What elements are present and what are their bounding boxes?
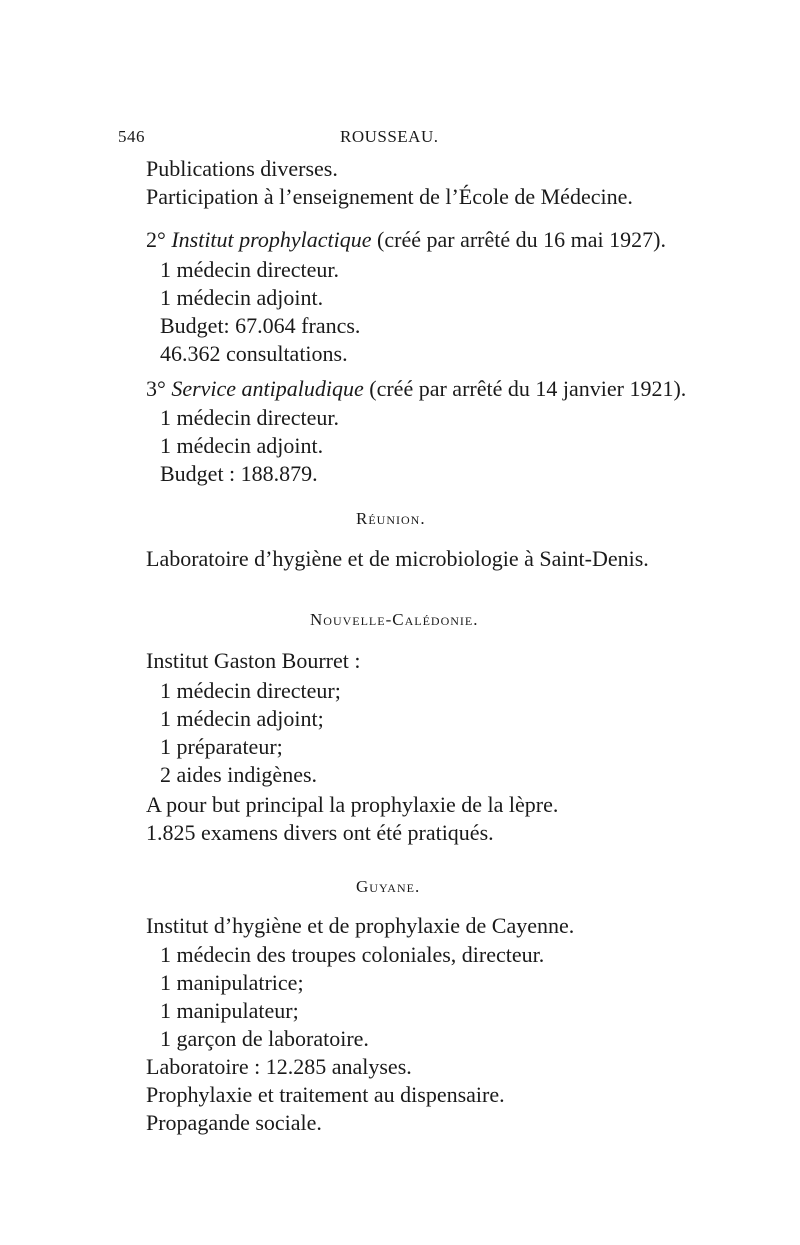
section-heading-guyane: Guyane. <box>356 877 421 896</box>
text-line: Publications diverses. <box>146 156 338 181</box>
running-title: ROUSSEAU. <box>340 127 439 146</box>
text-line: Laboratoire d’hygiène et de microbiologie à Saint-Denis. <box>146 546 649 571</box>
text-line: 1.825 examens divers ont été pratiqués. <box>146 820 494 845</box>
text-line: 1 garçon de laboratoire. <box>160 1026 369 1051</box>
text-line: A pour but principal la prophylaxie de la lèpre. <box>146 792 559 817</box>
line-suffix: (créé par arrêté du 14 janvier 1921). <box>363 376 687 401</box>
text-line: 1 médecin adjoint; <box>160 706 324 731</box>
text-line: Budget: 67.064 francs. <box>160 313 361 338</box>
text-line: 1 médecin adjoint. <box>160 433 324 458</box>
page-number: 546 <box>118 127 145 146</box>
text-line: 2 aides indigènes. <box>160 762 318 787</box>
italic-title: Institut prophylactique <box>171 227 372 252</box>
text-line: Budget : 188.879. <box>160 461 318 486</box>
text-line: 1 préparateur; <box>160 734 283 759</box>
text-line: Institut Gaston Bourret : <box>146 648 361 673</box>
text-line: 1 manipulatrice; <box>160 970 304 995</box>
text-line: Propagande sociale. <box>146 1110 322 1135</box>
text-line: Prophylaxie et traitement au dispensaire. <box>146 1082 505 1107</box>
text-line: 1 médecin directeur. <box>160 257 339 282</box>
text-line: 1 manipulateur; <box>160 998 299 1023</box>
text-line: Laboratoire : 12.285 analyses. <box>146 1054 412 1079</box>
italic-title: Service antipaludique <box>171 376 364 401</box>
text-line-institut-prophylactique <box>146 227 666 253</box>
text-line-service-antipaludique <box>146 376 686 402</box>
text-line: Participation à l’enseignement de l’École de Médecine. <box>146 184 633 209</box>
section-heading-nouvelle-caledonie: Nouvelle-Calédonie. <box>310 610 479 629</box>
line-prefix: 3° <box>146 376 172 401</box>
text-line: Institut d’hygiène et de prophylaxie de Cayenne. <box>146 913 575 938</box>
text-line: 1 médecin directeur; <box>160 678 341 703</box>
text-line: 1 médecin des troupes coloniales, directeur. <box>160 942 545 967</box>
section-heading-reunion: Réunion. <box>356 509 426 528</box>
text-line: 1 médecin adjoint. <box>160 285 324 310</box>
text-line: 1 médecin directeur. <box>160 405 339 430</box>
line-prefix: 2° <box>146 227 172 252</box>
text-line: 46.362 consultations. <box>160 341 348 366</box>
line-suffix: (créé par arrêté du 16 mai 1927). <box>371 227 666 252</box>
